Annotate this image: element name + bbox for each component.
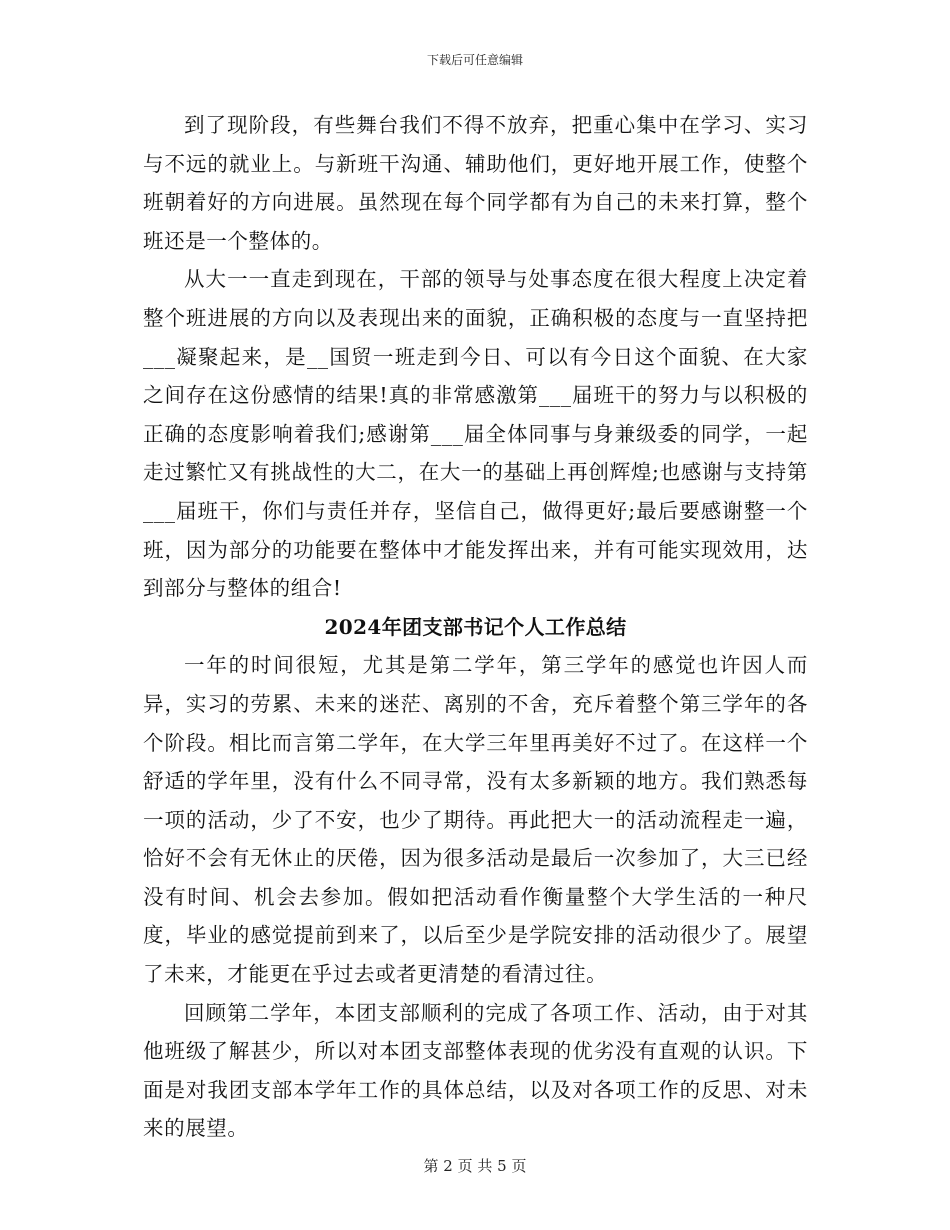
paragraph: 一年的时间很短，尤其是第二学年，第三学年的感觉也许因人而异，实习的劳累、未来的迷茫、离别的不舍，充斥着整个第三学年的各个阶段。相比而言第二学年，在大学三年里再美好不过了。在这样一个舒适的学年里，没有什么不同寻常，没有太多新颖的地方。我们熟悉每一项的活动，少了不安，也少了期待。再此把大一的活动流程走一遍，恰好不会有无休止的厌倦，因为很多活动是最后一次参加了，大三已经没有时间、机会去参加。假如把活动看作衡量整个大学生活的一种尺度，毕业的感觉提前到来了，以后至少是学院安排的活动很少了。展望了未来，才能更在乎过去或者更清楚的看清过往。 xyxy=(143,653,808,987)
paragraph: 到了现阶段，有些舞台我们不得不放弃，把重心集中在学习、实习与不远的就业上。与新班干沟通、辅助他们，更好地开展工作，使整个班朝着好的方向进展。虽然现在每个同学都有为自己的未来打算，整个班还是一个整体的。 xyxy=(143,113,808,253)
page-number: 第 2 页 共 5 页 xyxy=(423,1157,527,1175)
document-body xyxy=(143,106,808,1148)
paragraph: 回顾第二学年，本团支部顺利的完成了各项工作、活动，由于对其他班级了解甚少，所以对本团支部整体表现的优劣没有直观的认识。下面是对我团支部本学年工作的具体总结，以及对各项工作的反思、对未来的展望。 xyxy=(143,1000,808,1141)
page-header: 下载后可任意编辑 xyxy=(426,53,523,67)
paragraph: 从大一一直走到现在，干部的领导与处事态度在很大程度上决定着整个班进展的方向以及表现出来的面貌，正确积极的态度与一直坚持把___凝聚起来，是__国贸一班走到今日、可以有今日这个面貌、在大家之间存在这份感情的结果!真的非常感激第___届班干的努力与以积极的正确的态度影响着我们;感谢第___届全体同事与身兼级委的同学，一起走过繁忙又有挑战性的大二，在大一的基础上再创辉煌;也感谢与支持第___届班干，你们与责任并存，坚信自己，做得更好;最后要感谢整一个班，因为部分的功能要在整体中才能发挥出来，并有可能实现效用，达到部分与整体的组合! xyxy=(143,267,808,601)
section-title: 2024年团支部书记个人工作总结 xyxy=(324,614,627,639)
